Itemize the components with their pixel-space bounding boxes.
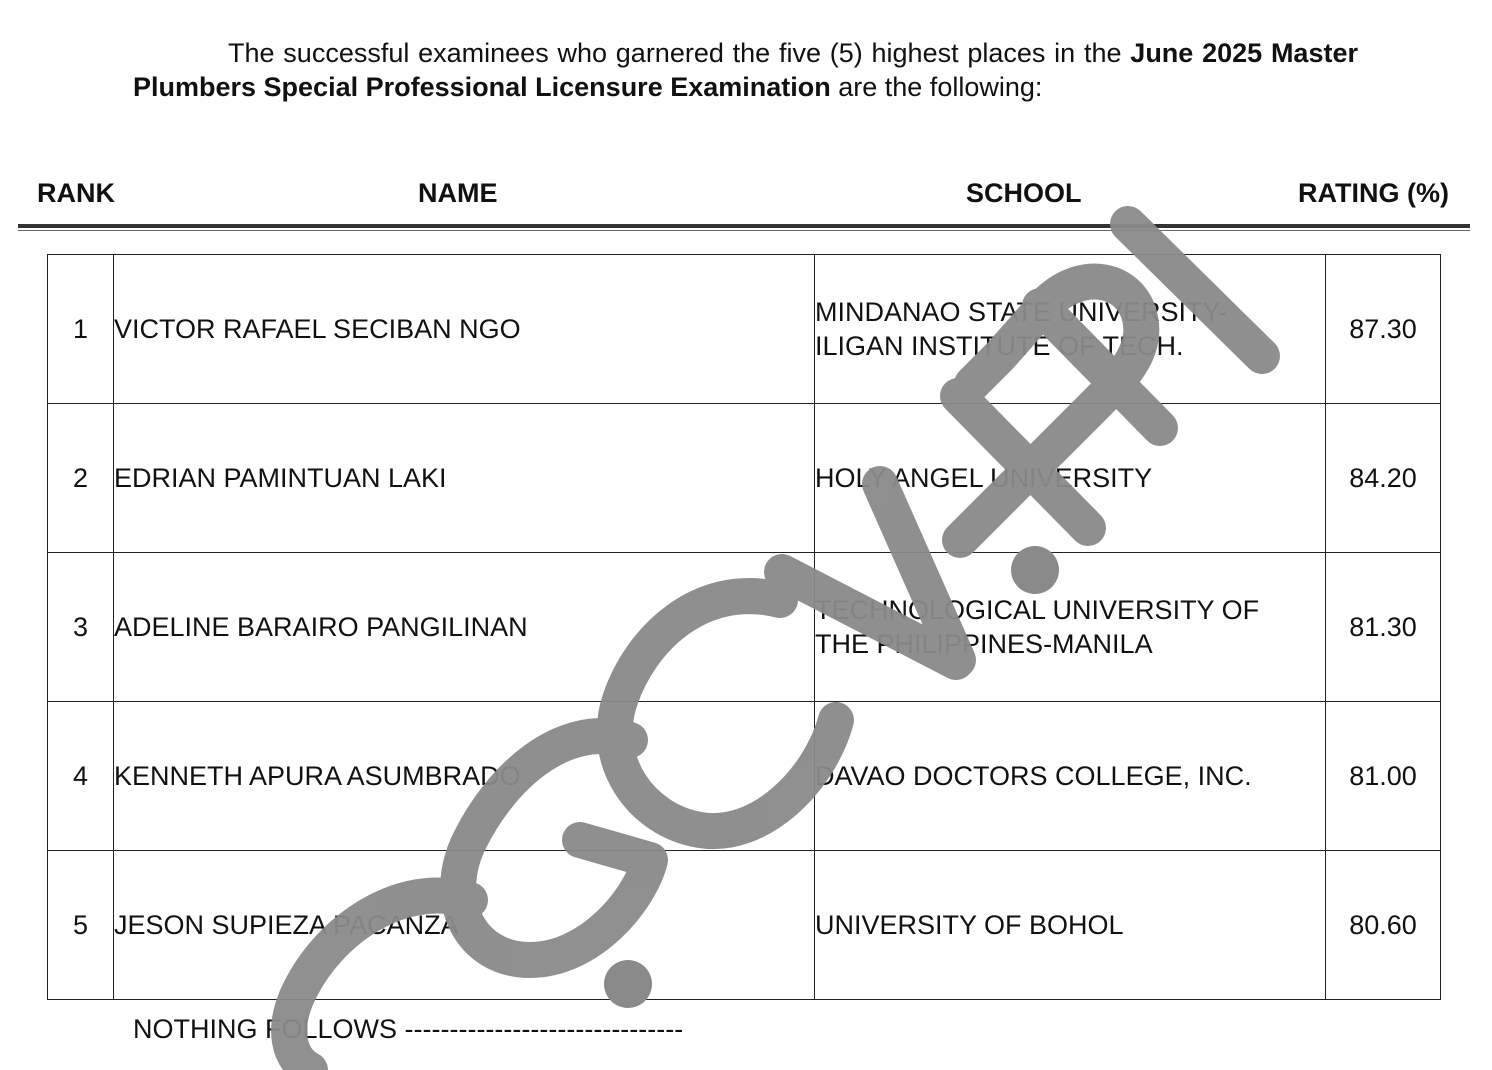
header-name: NAME xyxy=(418,178,498,208)
rank-cell: 4 xyxy=(48,702,114,851)
rating-cell: 84.20 xyxy=(1326,404,1441,553)
rating-cell: 87.30 xyxy=(1326,255,1441,404)
school-cell xyxy=(815,702,1326,851)
rank-cell: 2 xyxy=(48,404,114,553)
header-school: SCHOOL xyxy=(966,178,1082,208)
school-line-1: UNIVERSITY OF BOHOL xyxy=(815,910,1124,940)
table-row xyxy=(48,702,1441,851)
name-cell: KENNETH APURA ASUMBRADO xyxy=(114,702,815,851)
exam-name-bold-1: June 2025 xyxy=(1130,38,1263,68)
results-table xyxy=(47,254,1441,1000)
table-row xyxy=(48,553,1441,702)
header-rank: RANK xyxy=(37,178,115,208)
intro-paragraph xyxy=(133,36,1358,104)
intro-text-end: are the following: xyxy=(830,72,1043,102)
rating-cell: 80.60 xyxy=(1326,851,1441,1000)
school-line-1: DAVAO DOCTORS COLLEGE, INC. xyxy=(815,761,1252,791)
table-row xyxy=(48,851,1441,1000)
rank-cell: 1 xyxy=(48,255,114,404)
school-line-1: MINDANAO STATE UNIVERSITY- xyxy=(815,297,1228,327)
name-cell: ADELINE BARAIRO PANGILINAN xyxy=(114,553,815,702)
table-row xyxy=(48,255,1441,404)
school-cell xyxy=(815,553,1326,702)
header-rule-thin xyxy=(18,230,1470,231)
header-rule-thick xyxy=(18,224,1470,228)
nothing-follows: NOTHING FOLLOWS ------------------------------- xyxy=(133,1014,684,1044)
name-cell: JESON SUPIEZA PACANZA xyxy=(114,851,815,1000)
intro-text-start: The successful examinees who garnered the five (5) highest places in the xyxy=(228,38,1131,68)
exam-name-bold-2: Master Plumbers Special Professional Licensure Examination xyxy=(133,38,1358,102)
name-cell: VICTOR RAFAEL SECIBAN NGO xyxy=(114,255,815,404)
school-cell xyxy=(815,851,1326,1000)
table-row xyxy=(48,404,1441,553)
school-cell xyxy=(815,404,1326,553)
header-rating: RATING (%) xyxy=(1298,178,1449,208)
name-cell: EDRIAN PAMINTUAN LAKI xyxy=(114,404,815,553)
rating-cell: 81.30 xyxy=(1326,553,1441,702)
school-line-2: THE PHILIPPINES-MANILA xyxy=(815,629,1153,659)
rank-cell: 3 xyxy=(48,553,114,702)
school-line-1: TECHNOLOGICAL UNIVERSITY OF xyxy=(815,595,1260,625)
school-line-2: ILIGAN INSTITUTE OF TECH. xyxy=(815,331,1184,361)
rank-cell: 5 xyxy=(48,851,114,1000)
school-cell xyxy=(815,255,1326,404)
watermark-text: PRC.GOV.PH xyxy=(0,0,7,1)
rating-cell: 81.00 xyxy=(1326,702,1441,851)
school-line-1: HOLY ANGEL UNIVERSITY xyxy=(815,463,1153,493)
